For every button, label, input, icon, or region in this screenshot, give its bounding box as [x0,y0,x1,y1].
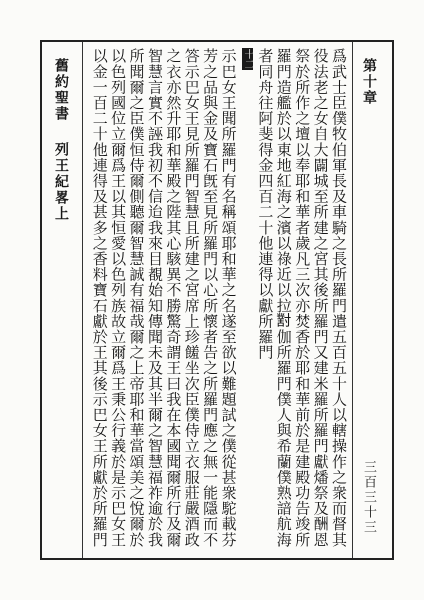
book-title: 舊約聖書 [53,58,69,122]
page-number: 三百三十三 [361,460,376,535]
chapter-number: 第十章 [361,58,377,106]
paragraph-1: 爲武士臣僕牧伯軍長及車騎之長所羅門遣五百五十人以轄操作之衆而督其役法老之女自大闢城至所建之宮其後所羅門又建米羅所羅門獻燔祭及酬恩祭於所作之壇以奉耶和華者歲凡三次亦焚香於耶和華前於是建殿功告竣所羅門造艦於以東地紅海之濱以祿近以拉𡭊伽所羅門僕人與希蘭僕熟諳航海者同舟往阿斐得金四百二十他連得以獻所羅門 [256,48,348,548]
verse-marker: 十二 [241,49,253,69]
header-divider-left [82,42,83,558]
chapter-name: 列王紀畧上 [53,142,69,222]
body-text [90,48,348,554]
paragraph-2: 示巴女王聞所羅門有名稱頌耶和華之名遂至欲以難題試之僕從甚衆駝載芬芳之品與金及寶石旣至見所羅門以心所懷者告之所羅門應之無一能隱而不答示巴女王見所羅門智慧且所建之宮席上珍饈坐次臣僕侍立衣服莊嚴酒政之衣亦然升耶和華殿之陛其心駭異不勝驚奇謂王曰我在本國聞爾所行及爾智慧言實不誣我初不信迨我來目覩始知傳聞未及其半爾之智慧福祚逾於我所聞爾之臣僕恒侍爾側聽爾智慧誠有福哉爾之上帝耶和華當頌美之悅爾於以色列國位立爾爲王以其恒愛以色列族故立爾爲王秉公行義於是示巴女王以金一百二十他連得及甚多之香料寶石獻於王其後示巴女王所獻於所羅門 [90,48,238,548]
header-divider-right [352,42,353,558]
